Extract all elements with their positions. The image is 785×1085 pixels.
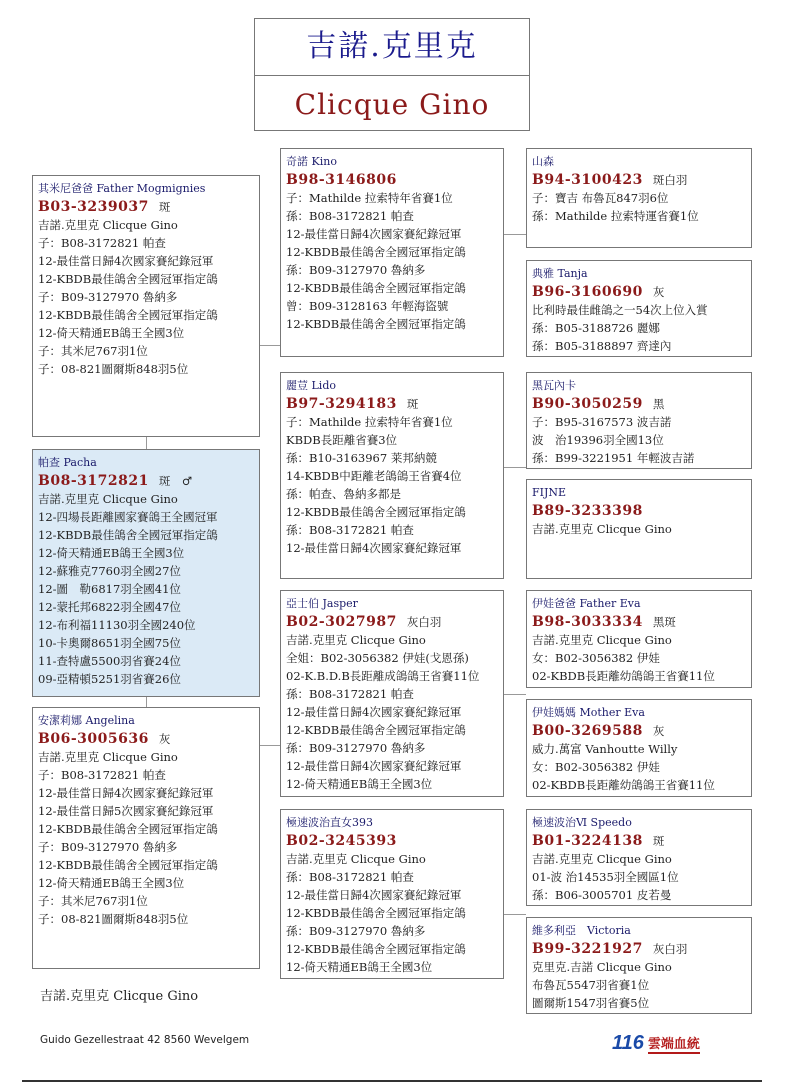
record-line: 吉諾.克里克 Clicque Gino [286,633,426,647]
record-line: 12-倚天精通EB鴿王全國3位 [38,876,185,890]
record-line: 曾：B09-3128163 年輕海盜號 [286,299,449,313]
record-line: 女：B02-3056382 伊娃 [532,760,660,774]
record-line: 孫：B99-3221951 年輕波吉諾 [532,451,695,465]
pedigree-box-dam-dam [280,809,504,979]
record-line: 09-亞精頓5251羽省賽26位 [38,672,181,686]
record-line: 吉諾.克里克 Clicque Gino [38,218,178,232]
record-line: 12-倚天精通EB鴿王全國3位 [38,326,185,340]
ring-number: B89-3233398 [532,503,643,519]
record-line: 吉諾.克里克 Clicque Gino [532,852,672,866]
bird-name: 帕查 Pacha [38,456,97,469]
record-line: 12-蘇雅克7760羽全國27位 [38,564,181,578]
record-line: 孫：Mathilde 拉索特運省賽1位 [532,209,699,223]
record-line: 12-KBDB最佳鴿舍全國冠軍指定鴿 [286,245,466,259]
record-line: 12-最佳當日歸4次國家賽紀錄冠軍 [286,759,462,773]
connector-line [504,694,526,695]
record-line: 孫：B05-3188897 齊達內 [532,339,672,353]
record-line: 孫：B09-3127970 魯納多 [286,924,426,938]
record-line: 子：Mathilde 拉索特年省賽1位 [286,191,453,205]
bird-name: 安潔莉娜 Angelina [38,714,135,727]
ring-number: B06-3005636 [38,731,149,747]
title-box [254,18,530,131]
record-line: 吉諾.克里克 Clicque Gino [38,492,178,506]
pedigree-box-dsd [526,699,752,797]
logo-text: 雲端血統 [648,1033,700,1054]
ring-number: B99-3221927 [532,941,643,957]
record-line: 孫：B06-3005701 皮若曼 [532,888,672,902]
record-line: 12-KBDB最佳鴿舍全國冠軍指定鴿 [286,505,466,519]
bird-color: 斑 [406,397,419,411]
pedigree-box-dds [526,809,752,906]
record-line: 12-最佳當日歸4次國家賽紀錄冠軍 [286,888,462,902]
connector-line [260,745,280,746]
bird-name: 伊娃媽媽 Mother Eva [532,706,645,719]
ring-number: B94-3100423 [532,172,643,188]
ring-number: B01-3224138 [532,833,643,849]
record-line: 子：B09-3127970 魯納多 [38,840,178,854]
connector-line [260,345,280,346]
record-line: 圖爾斯1547羽省賽5位 [532,996,650,1010]
record-line: 12-倚天精通EB鴿王全國3位 [38,546,185,560]
record-line: 孫：B10-3163967 莱邦納競 [286,451,437,465]
bird-color: 灰 [158,732,171,746]
record-line: 12-KBDB最佳鴿舍全國冠軍指定鴿 [38,528,218,542]
ring-number: B00-3269588 [532,723,643,739]
record-line: 孫：B09-3127970 魯納多 [286,263,426,277]
record-line: 吉諾.克里克 Clicque Gino [38,750,178,764]
pedigree-box-dam [32,707,260,969]
pedigree-box-sds [526,372,752,469]
pedigree-box-sire [32,175,260,437]
bird-name: 維多利亞 Victoria [532,924,631,937]
bird-color: 黑斑 [652,615,676,629]
record-line: 子：B09-3127970 魯納多 [38,290,178,304]
title-english: Clicque Gino [294,88,490,121]
record-line: 子：B08-3172821 帕查 [38,768,166,782]
record-line: 12-KBDB最佳鴿舍全國冠軍指定鴿 [286,281,466,295]
pedigree-box-sire-sire [280,148,504,357]
record-line: 孫：B08-3172821 帕查 [286,870,414,884]
record-line: 02-K.B.D.B長距離成鴿鴿王省賽11位 [286,669,480,683]
record-line: 子：其米尼767羽1位 [38,894,148,908]
pedigree-box-dss [526,590,752,688]
bird-name: 山森 [532,155,554,168]
record-line: 12-四場長距離國家賽鴿王全國冠軍 [38,510,218,524]
record-line: 吉諾.克里克 Clicque Gino [532,522,672,536]
record-line: 威力.萬富 Vanhoutte Willy [532,742,678,756]
bird-name: 麗荳 Lido [286,379,336,392]
bird-color: 灰 [652,285,665,299]
pedigree-box-sire-dam [280,372,504,579]
ring-number: B90-3050259 [532,396,643,412]
record-line: 子：B08-3172821 帕查 [38,236,166,250]
record-line: 12-倚天精通EB鴿王全國3位 [286,777,433,791]
bird-name: 伊娃爸爸 Father Eva [532,597,641,610]
record-line: 子：08-821圖爾斯848羽5位 [38,912,189,926]
ring-number: B98-3033334 [532,614,643,630]
connector-line [504,234,526,235]
bird-color: 灰白羽 [652,942,688,956]
bird-name: 其米尼爸爸 Father Mogmignies [38,182,206,195]
bird-name: 典雅 Tanja [532,267,588,280]
record-line: 孫：B08-3172821 帕查 [286,523,414,537]
ring-number: B02-3027987 [286,614,397,630]
ring-number: B02-3245393 [286,833,397,849]
title-chinese: 吉諾.克里克 [255,19,529,76]
bird-name: FIJNE [532,486,567,499]
bird-name: 極速波治直女393 [286,816,373,829]
record-line: 12-倚天精通EB鴿王全國3位 [286,960,433,974]
record-line: 12-圖 勒6817羽全國41位 [38,582,181,596]
record-line: 子：B95-3167573 波吉諾 [532,415,672,429]
record-line: KBDB長距離省賽3位 [286,433,398,447]
record-line: 12-KBDB最佳鴿舍全國冠軍指定鴿 [286,317,466,331]
record-line: 12-最佳當日歸4次國家賽紀錄冠軍 [38,786,214,800]
record-line: 11-查特盧5500羽省賽24位 [38,654,181,668]
record-line: 子：其米尼767羽1位 [38,344,148,358]
record-line: 12-布利福11130羽全國240位 [38,618,196,632]
record-line: 12-KBDB最佳鴿舍全國冠軍指定鴿 [286,723,466,737]
record-line: 比利時最佳雌鴿之一54次上位入賞 [532,303,708,317]
record-line: 12-KBDB最佳鴿舍全國冠軍指定鴿 [38,308,218,322]
record-line: 14-KBDB中距離老鴿鴿王省賽4位 [286,469,462,483]
record-line: 12-KBDB最佳鴿舍全國冠軍指定鴿 [38,822,218,836]
pedigree-box-ssd [526,260,752,357]
connector-line [146,437,147,449]
record-line: 子：寶吉 布魯瓦847羽6位 [532,191,669,205]
ring-number: B08-3172821 [38,473,149,489]
connector-line [504,467,526,468]
record-line: 子：Mathilde 拉索特年省賽1位 [286,415,453,429]
record-line: 布魯瓦5547羽省賽1位 [532,978,650,992]
bird-color: 斑 ♂ [158,474,193,488]
record-line: 孫：帕查、魯納多都是 [286,487,401,501]
owner-address: Guido Gezellestraat 42 8560 Wevelgem [40,1034,250,1046]
bottom-divider [22,1080,762,1082]
owner-name: 吉諾.克里克 Clicque Gino [40,989,199,1004]
ring-number: B03-3239037 [38,199,149,215]
brand-logo [612,1031,700,1055]
record-line: 孫：B09-3127970 魯納多 [286,741,426,755]
pedigree-box-ddd [526,917,752,1014]
bird-color: 斑 [158,200,171,214]
record-line: 01-波 治14535羽全國區1位 [532,870,679,884]
record-line: 吉諾.克里克 Clicque Gino [286,852,426,866]
bird-name: 亞士伯 Jasper [286,597,358,610]
record-line: 克里克.吉諾 Clicque Gino [532,960,672,974]
record-line: 全姐：B02-3056382 伊娃(戈恩孫) [286,651,469,665]
connector-line [146,697,147,707]
bird-name: 奇諾 Kino [286,155,337,168]
record-line: 12-KBDB最佳鴿舍全國冠軍指定鴿 [38,858,218,872]
bird-name: 黑瓦內卡 [532,379,576,392]
bird-color: 斑白羽 [652,173,688,187]
record-line: 12-KBDB最佳鴿舍全國冠軍指定鴿 [286,906,466,920]
pedigree-box-sss [526,148,752,248]
record-line: 12-蒙托邦6822羽全國47位 [38,600,181,614]
record-line: 02-KBDB長距離幼鴿鴿王省賽11位 [532,669,715,683]
record-line: 12-最佳當日歸5次國家賽紀錄冠軍 [38,804,214,818]
logo-number: 116 [612,1031,644,1054]
pedigree-box-dam-sire [280,590,504,797]
ring-number: B96-3160690 [532,284,643,300]
ring-number: B98-3146806 [286,172,397,188]
bird-color: 灰白羽 [406,615,442,629]
record-line: 12-KBDB最佳鴿舍全國冠軍指定鴿 [286,942,466,956]
record-line: 吉諾.克里克 Clicque Gino [532,633,672,647]
bird-color: 黑 [652,397,665,411]
record-line: 孫：B08-3172821 帕查 [286,687,414,701]
connector-line [504,914,526,915]
record-line: 12-最佳當日歸4次國家賽紀錄冠軍 [38,254,214,268]
bird-color: 灰 [652,724,665,738]
record-line: 12-最佳當日歸4次國家賽紀錄冠軍 [286,705,462,719]
record-line: 孫：B05-3188726 麗娜 [532,321,660,335]
record-line: 波 治19396羽全國13位 [532,433,664,447]
bird-name: 極速波治Ⅵ Speedo [532,816,632,829]
bird-color: 斑 [652,834,665,848]
pedigree-box-sdd [526,479,752,579]
record-line: 02-KBDB長距離幼鴿鴿王省賽11位 [532,778,715,792]
pedigree-box-subject [32,449,260,697]
record-line: 子：08-821圖爾斯848羽5位 [38,362,189,376]
record-line: 10-卡奧爾8651羽全國75位 [38,636,181,650]
record-line: 孫：B08-3172821 帕查 [286,209,414,223]
record-line: 12-最佳當日歸4次國家賽紀錄冠軍 [286,227,462,241]
record-line: 12-KBDB最佳鴿舍全國冠軍指定鴿 [38,272,218,286]
record-line: 12-最佳當日歸4次國家賽紀錄冠軍 [286,541,462,555]
record-line: 女：B02-3056382 伊娃 [532,651,660,665]
ring-number: B97-3294183 [286,396,397,412]
